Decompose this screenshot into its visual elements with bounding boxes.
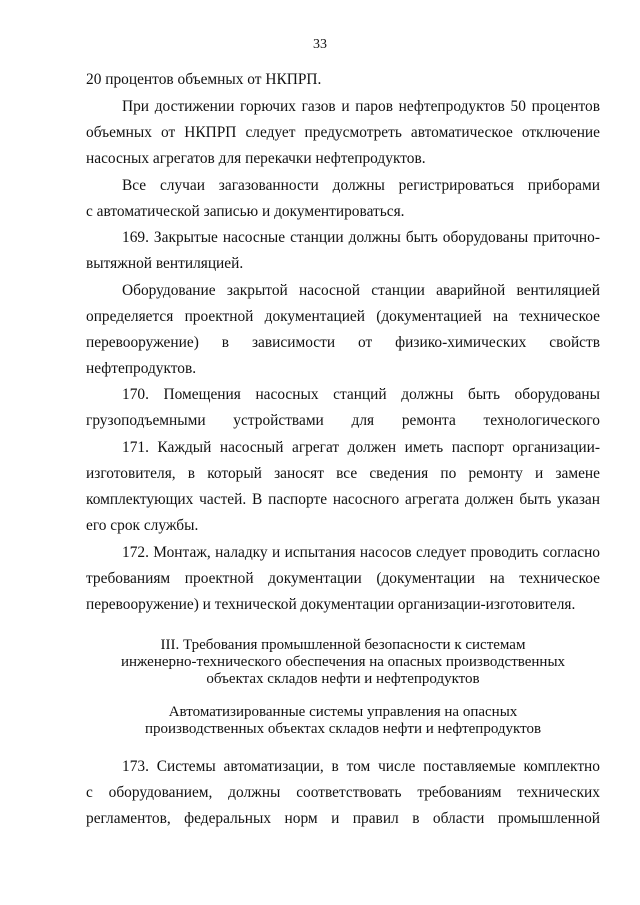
text-line: определяется проектной документацией (документацией на техническое [86,308,600,325]
text-line: перевооружение) в зависимости от физико-химических свойств [86,334,600,351]
text-line: с оборудованием, должны соответствовать требованиям технических [86,784,600,801]
text-line: 172. Монтаж, наладку и испытания насосов следует проводить согласно [122,544,600,561]
text-line: 170. Помещения насосных станций должны быть оборудованы [122,386,600,403]
section-heading-line: инженерно-технического обеспечения на опасных производственных [120,654,566,670]
section-heading-line: Автоматизированные системы управления на опасных [168,704,518,720]
text-line: грузоподъемными устройствами для ремонта технологического [86,412,600,429]
text-line: регламентов, федеральных норм и правил в области промышленной [86,810,600,827]
text-line: его срок службы. [86,517,199,534]
section-heading-line: III. Требования промышленной безопасности к системам [160,637,526,653]
text-line: требованиям проектной документации (документации на техническое [86,570,600,587]
text-line: 173. Системы автоматизации, в том числе поставляемые комплектно [122,758,600,775]
text-line: Оборудование закрытой насосной станции аварийной вентиляцией [122,282,600,299]
text-line: перевооружение) и технической документации организации-изготовителя. [86,596,576,613]
text-line: нефтепродуктов. [86,360,197,377]
text-line: насосных агрегатов для перекачки нефтепродуктов. [86,150,426,167]
text-line: с автоматической записью и документироваться. [86,203,405,220]
text-line: При достижении горючих газов и паров нефтепродуктов 50 процентов [122,98,600,115]
page-number: 33 [313,37,327,52]
section-heading-line: объектах складов нефти и нефтепродуктов [206,671,480,687]
text-line: 171. Каждый насосный агрегат должен иметь паспорт организации- [122,439,600,456]
text-line: 169. Закрытые насосные станции должны быть оборудованы приточно- [122,229,600,246]
text-line: комплектующих частей. В паспорте насосного агрегата должен быть указан [86,491,600,508]
text-line: объемных от НКПРП следует предусмотреть автоматическое отключение [86,124,600,141]
text-line: 20 процентов объемных от НКПРП. [86,71,322,88]
text-line: Все случаи загазованности должны регистрироваться приборами [122,177,600,194]
text-line: изготовителя, в который заносят все сведения по ремонту и замене [86,465,600,482]
section-heading-line: производственных объектах складов нефти и нефтепродуктов [144,721,542,737]
text-line: вытяжной вентиляцией. [86,255,244,272]
